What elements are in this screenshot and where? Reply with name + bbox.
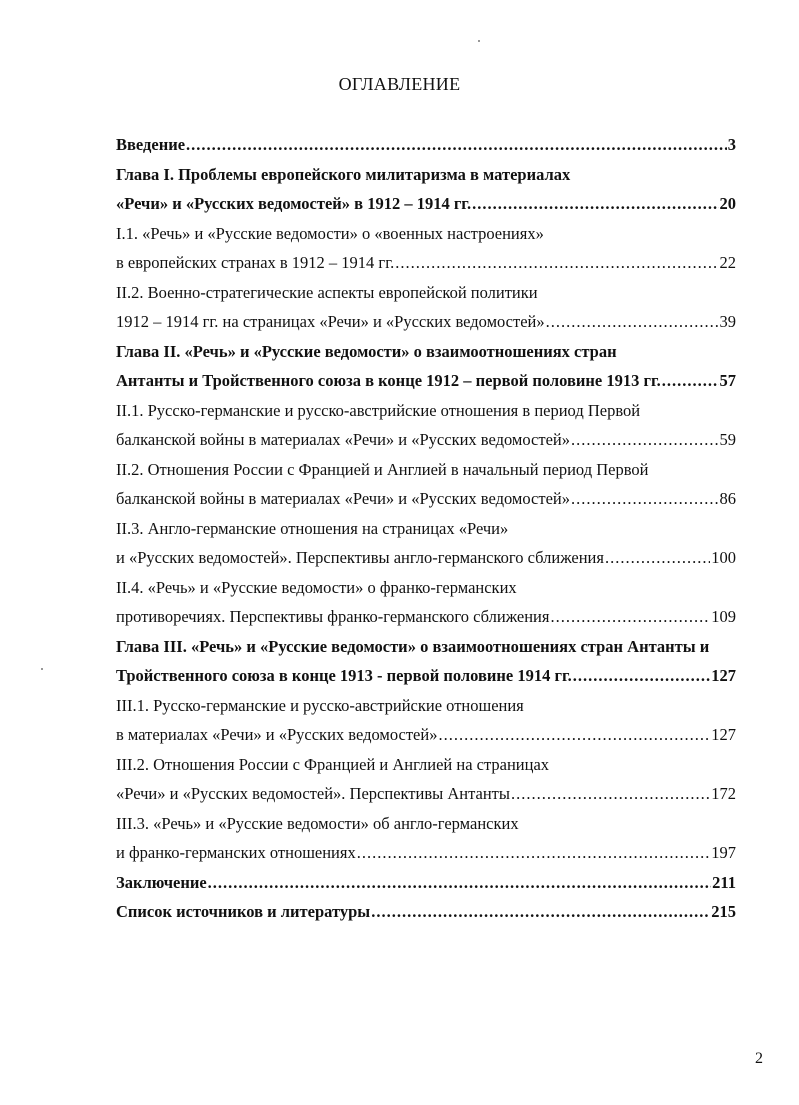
toc-page-number: 127	[711, 725, 736, 744]
toc-page-number: 211	[712, 872, 736, 892]
toc-entry-text: и франко-германских отношениях	[116, 843, 356, 862]
toc-entry-line[interactable]: II.4. «Речь» и «Русские ведомости» о франко-германских	[116, 577, 517, 597]
toc-page-number: 39	[719, 312, 736, 331]
dot-leader	[546, 307, 719, 337]
toc-entry-text: в европейских странах в 1912 – 1914 гг.	[116, 253, 395, 272]
toc-entry-text: и «Русских ведомостей». Перспективы англо-германского сближения	[116, 548, 604, 567]
page-title: ОГЛАВЛЕНИЕ	[338, 74, 461, 94]
toc-entry-text: Антанты и Тройственного союза в конце 1912 – первой половине 1913 гг.	[116, 371, 661, 390]
toc-entry-line[interactable]	[116, 661, 736, 691]
toc-page-number: 3	[727, 135, 736, 154]
scan-speck	[478, 40, 480, 42]
toc-page-number: 57	[719, 371, 736, 390]
dot-leader	[357, 838, 711, 868]
toc-entry-line[interactable]: I.1. «Речь» и «Русские ведомости» о «военных настроениях»	[116, 223, 544, 243]
toc-entry-line[interactable]	[116, 779, 736, 809]
toc-page-number: 215	[711, 902, 736, 921]
toc-page-number: 20	[719, 194, 736, 213]
toc-page-number: 22	[719, 253, 736, 272]
dot-leader	[472, 189, 718, 219]
toc-entry-line[interactable]	[116, 897, 736, 927]
toc-entry-line[interactable]: III.1. Русско-германские и русско-австрийские отношения	[116, 695, 524, 715]
toc-entry-line[interactable]: II.3. Англо-германские отношения на страницах «Речи»	[116, 518, 509, 538]
toc-entry-text: «Речи» и «Русских ведомостей». Перспективы Антанты	[116, 784, 510, 803]
toc-entry-line[interactable]: II.2. Военно-стратегические аспекты европейской политики	[116, 282, 538, 302]
toc-entry-line[interactable]	[116, 602, 736, 632]
toc-page-number: 59	[719, 430, 736, 449]
toc-entry-text: противоречиях. Перспективы франко-германского сближения	[116, 607, 550, 626]
toc-entry-line[interactable]: Глава II. «Речь» и «Русские ведомости» о взаимоотношениях стран	[116, 341, 617, 361]
toc-entry-text: 1912 – 1914 гг. на страницах «Речи» и «Русских ведомостей»	[116, 312, 545, 331]
toc-entry-line[interactable]	[116, 484, 736, 514]
toc-page-number: 197	[711, 843, 736, 862]
toc-entry-line[interactable]	[116, 307, 736, 337]
dot-leader	[571, 425, 719, 455]
toc-entry-line[interactable]: III.2. Отношения России с Францией и Англией на страницах	[116, 754, 550, 774]
toc-entry-line[interactable]	[116, 189, 736, 219]
toc-entry-line[interactable]: III.3. «Речь» и «Русские ведомости» об англо-германских	[116, 813, 519, 833]
dot-leader	[208, 868, 711, 898]
toc-entry-text: «Речи» и «Русских ведомостей» в 1912 – 1914 гг.	[116, 194, 472, 213]
dot-leader	[438, 720, 710, 750]
dot-leader	[371, 897, 710, 927]
toc-entry-line[interactable]: Глава I. Проблемы европейского милитаризма в материалах	[116, 164, 571, 184]
toc-entry-text: Заключение	[116, 872, 207, 892]
toc-entry-line[interactable]: Глава III. «Речь» и «Русские ведомости» о взаимоотношениях стран Антанты и	[116, 636, 710, 656]
dot-leader	[571, 484, 719, 514]
table-of-contents	[116, 130, 736, 927]
dot-leader	[605, 543, 710, 573]
toc-page-number: 100	[711, 548, 736, 567]
toc-entry-line[interactable]: II.2. Отношения России с Францией и Англией в начальный период Первой	[116, 459, 649, 479]
toc-entry-line[interactable]	[116, 868, 736, 898]
toc-entry-text: балканской войны в материалах «Речи» и «Русских ведомостей»	[116, 489, 570, 508]
toc-entry-line[interactable]	[116, 366, 736, 396]
dot-leader	[662, 366, 719, 396]
toc-entry-line[interactable]: II.1. Русско-германские и русско-австрийские отношения в период Первой	[116, 400, 641, 420]
toc-entry-line[interactable]	[116, 248, 736, 278]
toc-entry-text: в материалах «Речи» и «Русских ведомостей»	[116, 725, 438, 744]
toc-page-number: 109	[711, 607, 736, 626]
page-number: 2	[755, 1050, 763, 1067]
toc-entry-line[interactable]	[116, 425, 736, 455]
toc-page-number: 172	[711, 784, 736, 803]
toc-entry-text: Список источников и литературы	[116, 902, 371, 921]
toc-entry-text: балканской войны в материалах «Речи» и «Русских ведомостей»	[116, 430, 570, 449]
toc-entry-line[interactable]	[116, 720, 736, 750]
dot-leader	[395, 248, 718, 278]
toc-entry-text: Введение	[116, 135, 186, 154]
scan-speck	[41, 668, 43, 670]
toc-entry-text: Тройственного союза в конце 1913 - первой половине 1914 гг.	[116, 666, 572, 685]
toc-entry-line[interactable]	[116, 130, 736, 160]
toc-page-number: 127	[711, 666, 736, 685]
toc-entry-line[interactable]	[116, 838, 736, 868]
dot-leader	[550, 602, 710, 632]
dot-leader	[573, 661, 711, 691]
dot-leader	[186, 130, 727, 160]
toc-page-number: 86	[719, 489, 736, 508]
toc-entry-line[interactable]	[116, 543, 736, 573]
dot-leader	[511, 779, 710, 809]
